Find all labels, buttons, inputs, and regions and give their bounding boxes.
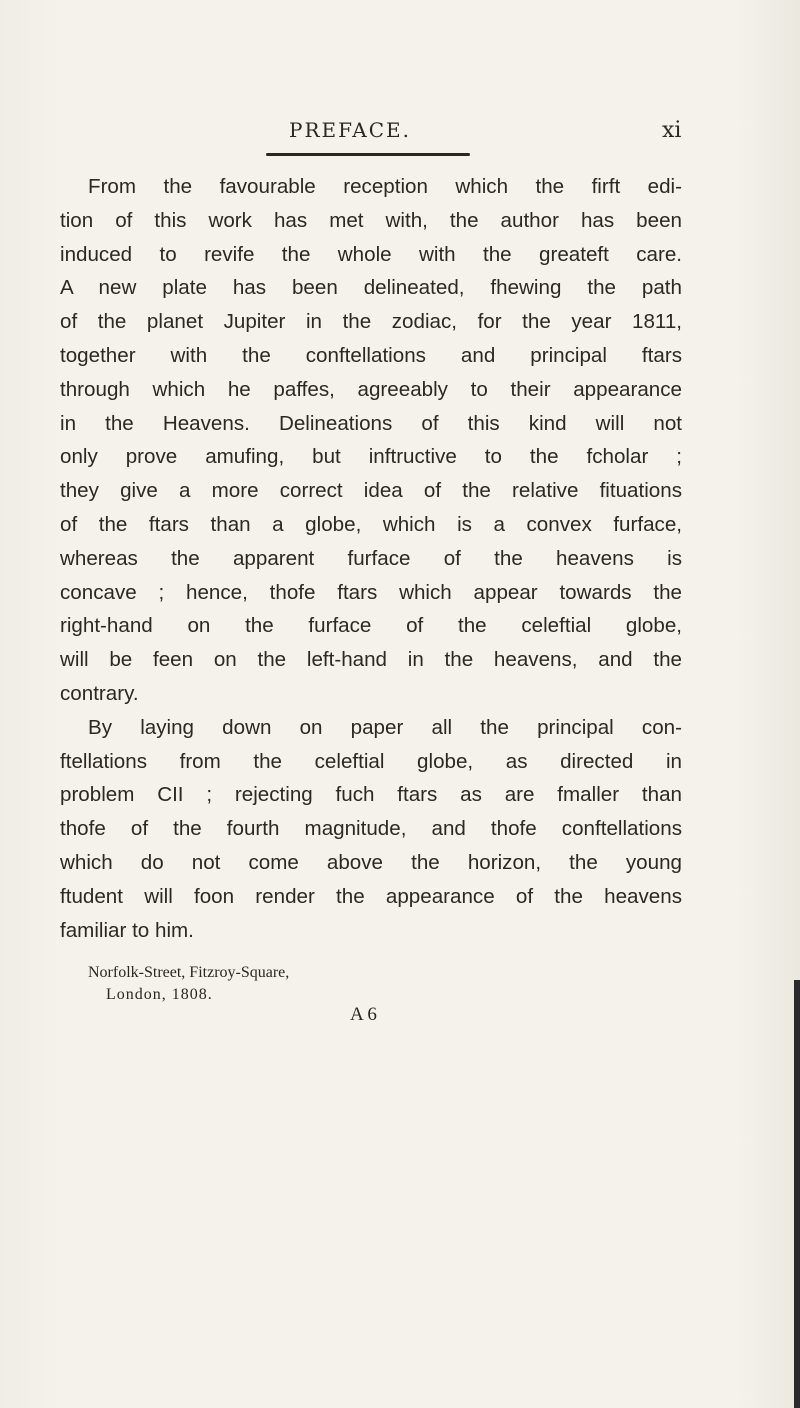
text-line: problem CII ; rejecting fuch ftars as are fmaller than [60, 783, 682, 807]
text-line: only prove amufing, but inftructive to the fcholar ; [60, 445, 682, 469]
text-line: familiar to him. [60, 918, 194, 942]
page-header [0, 118, 800, 148]
text-line: they give a more correct idea of the relative fituations [60, 479, 682, 503]
text-line: in the Heavens. Delineations of this kind will not [60, 411, 682, 435]
text-line: contrary. [60, 681, 139, 705]
page-edge-shadow [794, 980, 800, 1408]
text-line: of the planet Jupiter in the zodiac, for the year 1811, [60, 310, 682, 334]
text-line: By laying down on paper all the principal con- [88, 715, 682, 739]
signature-city-date: London, 1808. [106, 986, 213, 1003]
header-rule [266, 153, 470, 156]
text-line: A new plate has been delineated, fhewing the path [60, 276, 682, 300]
signature-address: Norfolk-Street, Fitzroy-Square, [88, 964, 290, 981]
text-line: tion of this work has met with, the author has been [60, 208, 682, 232]
text-line: concave ; hence, thofe ftars which appear towards the [60, 580, 682, 604]
text-line: ftudent will foon render the appearance of the heavens [60, 884, 682, 908]
signature-block [88, 962, 289, 1006]
text-line: right-hand on the furface of the celeftial globe, [60, 614, 682, 638]
text-line: thofe of the fourth magnitude, and thofe conftellations [60, 817, 682, 841]
running-head: PREFACE. [289, 118, 411, 142]
text-line: will be feen on the left-hand in the heavens, and the [60, 648, 682, 672]
preface-body [60, 170, 682, 947]
signature-mark: A 6 [350, 1004, 377, 1025]
page-number: xi [662, 118, 682, 143]
text-line: of the ftars than a globe, which is a convex furface, [60, 512, 682, 536]
text-line: through which he paffes, agreeably to their appearance [60, 377, 682, 401]
text-line: induced to revife the whole with the greateft care. [60, 242, 682, 266]
text-line: together with the conftellations and principal ftars [60, 343, 682, 367]
text-line: From the favourable reception which the firft edi- [88, 175, 682, 198]
text-line: ftellations from the celeftial globe, as directed in [60, 749, 682, 773]
text-line: whereas the apparent furface of the heavens is [60, 546, 682, 570]
text-line: which do not come above the horizon, the young [60, 850, 682, 874]
